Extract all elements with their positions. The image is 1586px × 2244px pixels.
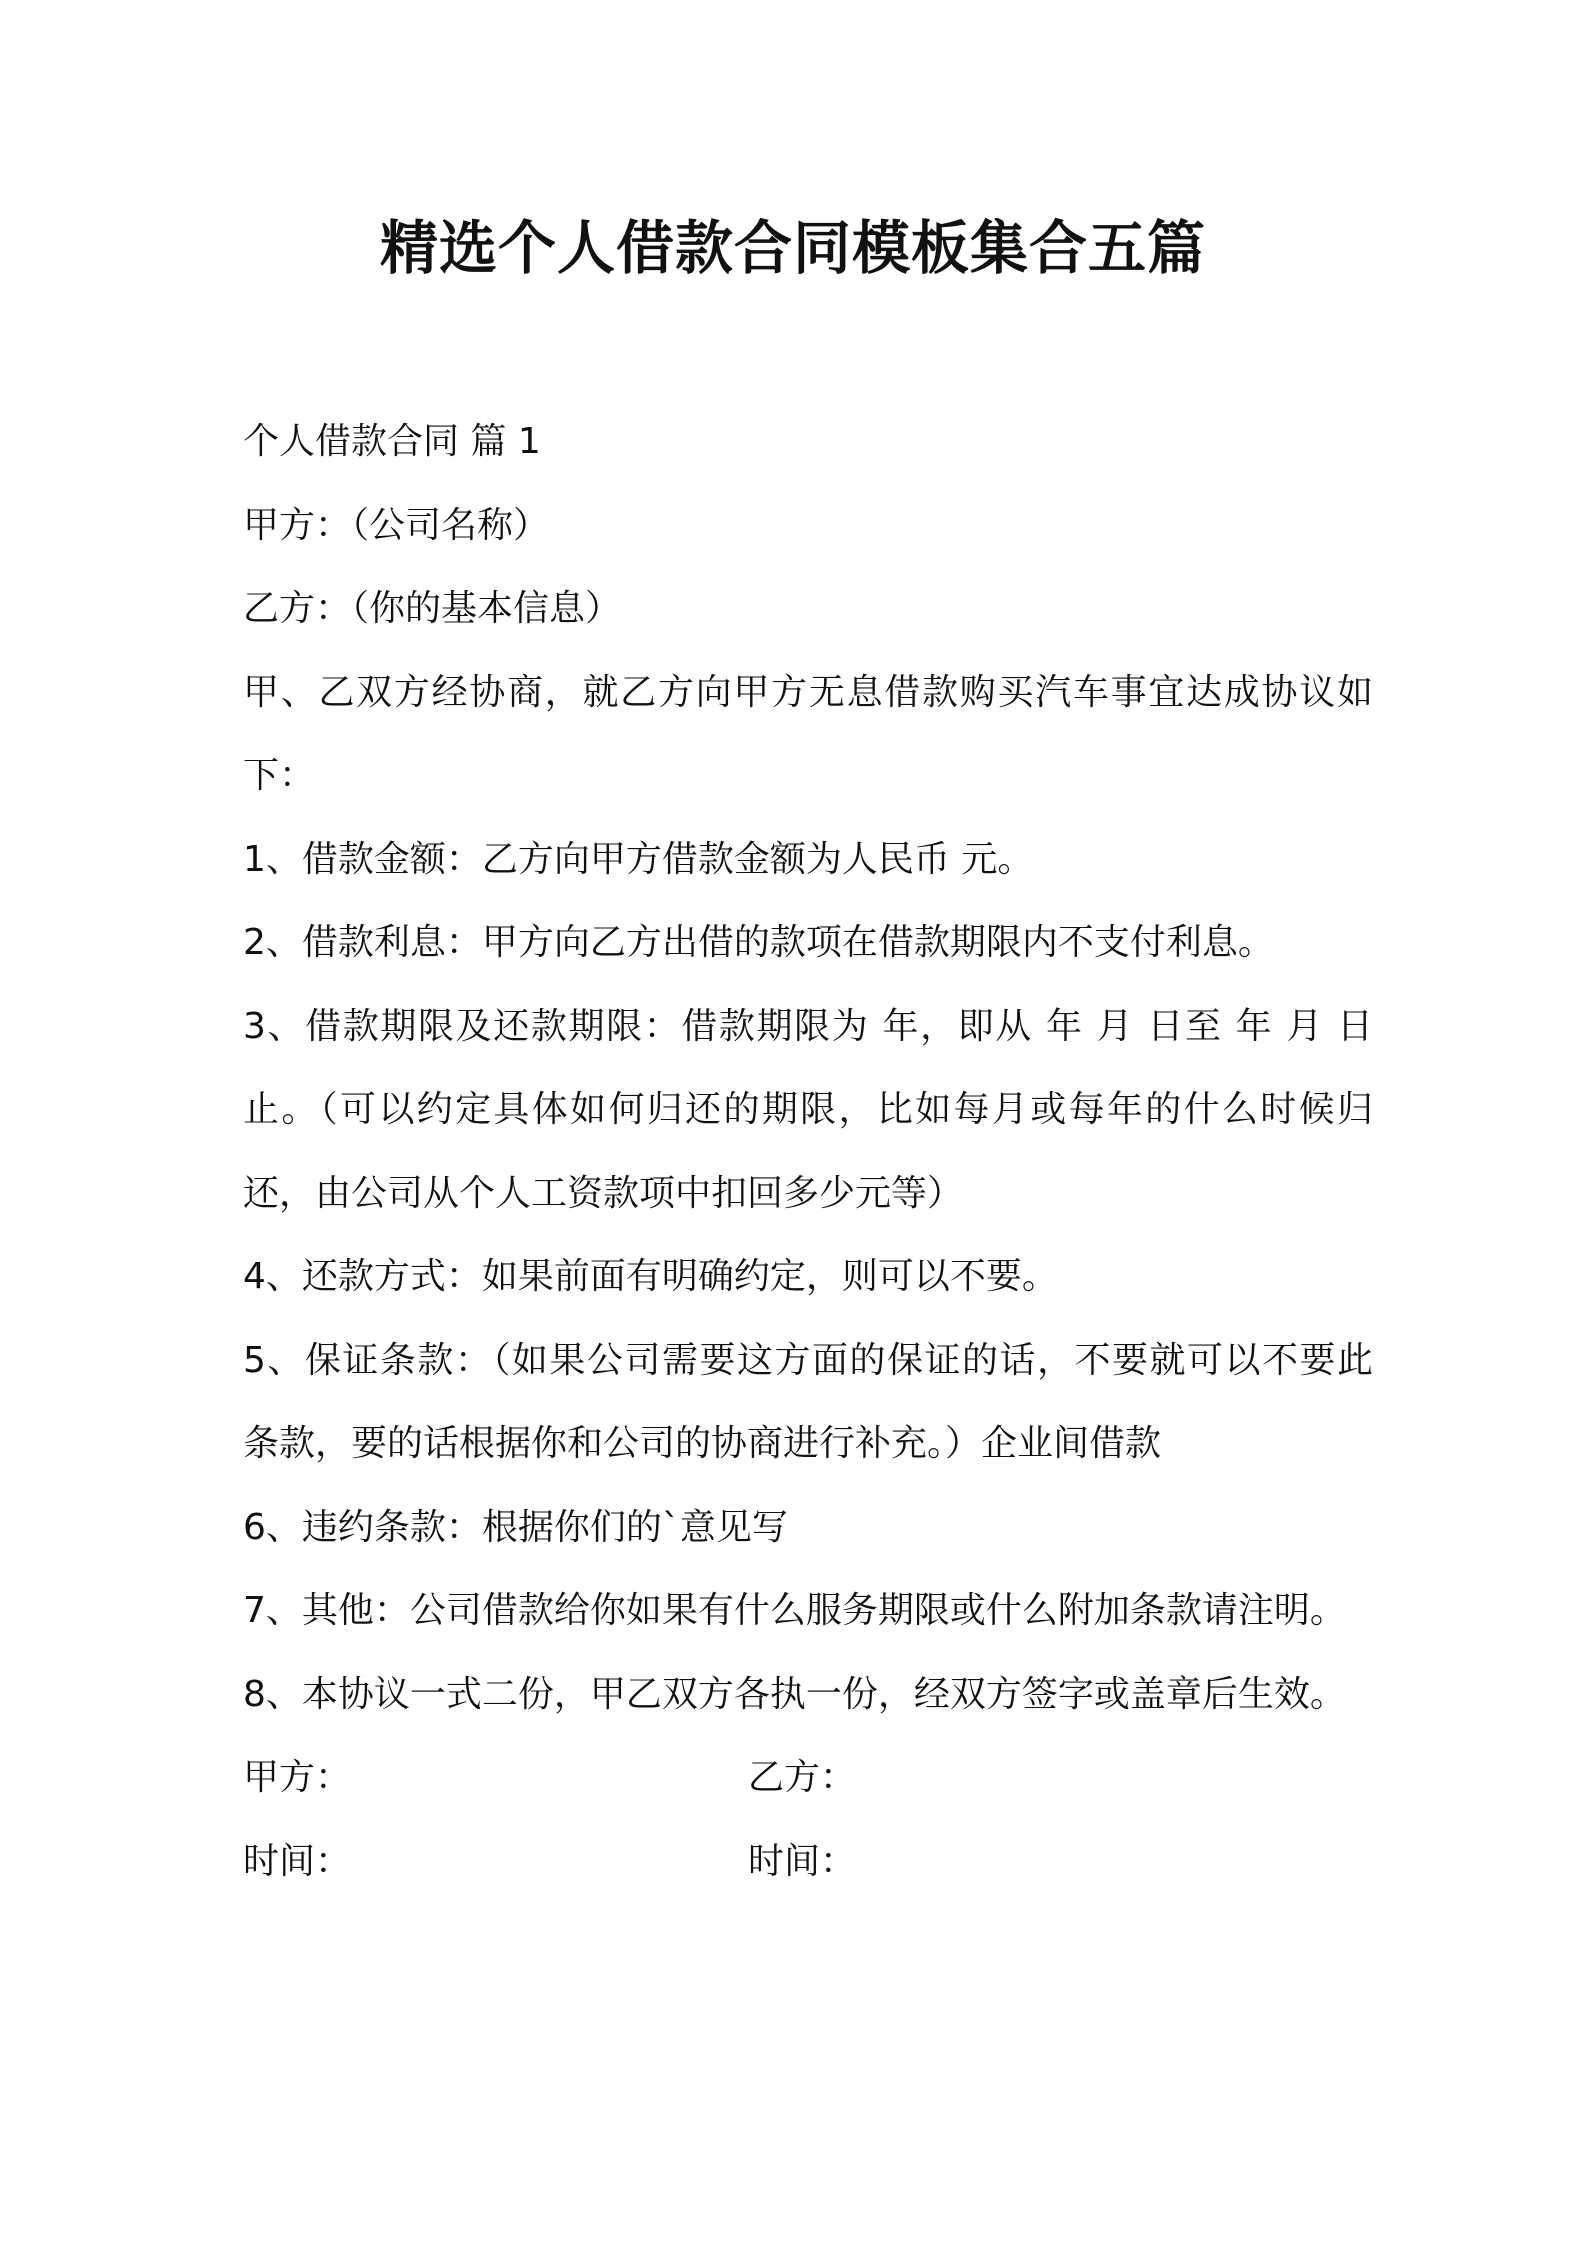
clause-3-line-1: 3、借款期限及还款期限：借款期限为 年，即从 年 月 日至 年 月 日 (243, 1005, 1373, 1047)
clause-4: 4、还款方式：如果前面有明确约定，则可以不要。 (243, 1256, 1058, 1297)
intro-line-1: 甲、乙双方经协商，就乙方向甲方无息借款购买汽车事宜达成协议如 (243, 671, 1373, 713)
sign-time-a: 时间： (243, 1840, 352, 1882)
sign-party-b: 乙方： (748, 1757, 857, 1798)
date-row (243, 1820, 1373, 1904)
clause-7: 7、其他：公司借款给你如果有什么服务期限或什么附加条款请注明。 (243, 1590, 1346, 1631)
intro-line-2: 下： (243, 755, 316, 796)
clause-5-line-1: 5、保证条款：（如果公司需要这方面的保证的话，不要就可以不要此 (243, 1339, 1373, 1381)
clause-1: 1、借款金额：乙方向甲方借款金额为人民币 元。 (243, 838, 1034, 880)
document-title: 精选个人借款合同模板集合五篇 (379, 214, 1206, 282)
party-a-line: 甲方：（公司名称） (243, 504, 550, 546)
signature-row (243, 1736, 1373, 1820)
clause-8: 8、本协议一式二份，甲乙双方各执一份，经双方签字或盖章后生效。 (243, 1673, 1346, 1715)
clause-3-line-3: 还，由公司从个人工资款项中扣回多少元等） (243, 1172, 964, 1214)
clause-6: 6、违约条款：根据你们的`意见写 (243, 1506, 788, 1548)
clause-5-line-2: 条款，要的话根据你和公司的协商进行补充。）企业间借款 (243, 1423, 1162, 1464)
document-body (243, 400, 1373, 1903)
sign-time-b: 时间： (748, 1840, 857, 1882)
sign-party-a: 甲方： (243, 1757, 352, 1798)
section-heading: 个人借款合同 篇 1 (243, 421, 541, 462)
clause-3-line-2: 止。（可以约定具体如何归还的期限，比如每月或每年的什么时候归 (243, 1089, 1373, 1130)
clause-2: 2、借款利息：甲方向乙方出借的款项在借款期限内不支付利息。 (243, 922, 1274, 963)
party-b-line: 乙方：（你的基本信息） (243, 588, 622, 629)
